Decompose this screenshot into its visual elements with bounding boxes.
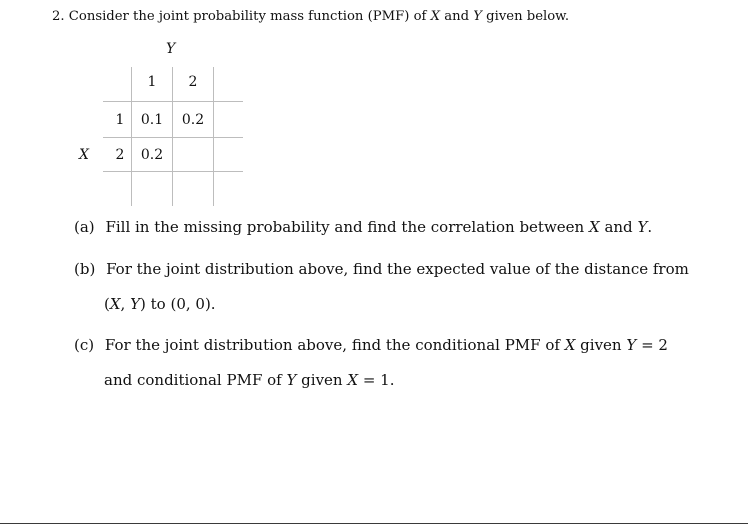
part-a-var-x: X bbox=[588, 218, 600, 236]
part-b-point: (X, Y) bbox=[104, 295, 146, 313]
col-header-1: 1 bbox=[147, 74, 157, 90]
part-c-given2: given bbox=[301, 371, 343, 389]
cell-1-1: 0.1 bbox=[140, 112, 164, 128]
part-a-and: and bbox=[604, 218, 633, 236]
row-header-2: 2 bbox=[115, 147, 125, 163]
part-b-var-x: X bbox=[109, 295, 121, 313]
part-b-to: to bbox=[150, 295, 166, 313]
var-x: X bbox=[430, 9, 441, 24]
problem-intro-end: given below. bbox=[486, 9, 570, 24]
table-rule-v3 bbox=[213, 67, 214, 206]
row-header-1: 1 bbox=[115, 112, 125, 128]
part-c-eq2: = 1. bbox=[362, 371, 395, 389]
part-a-end: . bbox=[647, 218, 653, 236]
part-a-label: (a) bbox=[74, 218, 95, 236]
table-col-variable: Y bbox=[166, 41, 176, 57]
part-a bbox=[74, 218, 652, 236]
part-c-line2 bbox=[104, 371, 395, 389]
part-b-line1: For the joint distribution above, find the expected value of the distance from bbox=[106, 260, 689, 278]
cell-2-1: 0.2 bbox=[140, 147, 164, 163]
part-b-var-y: Y bbox=[130, 295, 140, 313]
table-rule-h2 bbox=[103, 137, 243, 138]
part-b-label: (b) bbox=[74, 260, 96, 278]
problem-number: 2. bbox=[52, 9, 65, 24]
part-c-var-y2: Y bbox=[286, 371, 297, 389]
part-a-var-y: Y bbox=[637, 218, 648, 236]
table-row-variable: X bbox=[79, 147, 89, 163]
and-word: and bbox=[444, 9, 470, 24]
col-header-2: 2 bbox=[188, 74, 198, 90]
page-bottom-rule bbox=[0, 523, 748, 524]
part-c-given: given bbox=[580, 336, 622, 354]
cell-1-2: 0.2 bbox=[181, 112, 205, 128]
part-c-line2-text: and conditional PMF of bbox=[104, 371, 282, 389]
part-c bbox=[74, 336, 668, 354]
table-rule-h1 bbox=[103, 101, 243, 102]
problem-intro-text: Consider the joint probability mass function (PMF) of bbox=[68, 9, 427, 24]
pmf-table bbox=[0, 0, 748, 240]
part-b-line2 bbox=[104, 295, 216, 313]
var-y: Y bbox=[473, 9, 482, 24]
table-rule-h3 bbox=[103, 171, 243, 172]
part-c-var-x2: X bbox=[347, 371, 359, 389]
part-c-line1: For the joint distribution above, find the conditional PMF of bbox=[104, 336, 560, 354]
part-c-label: (c) bbox=[74, 336, 95, 354]
part-b-origin: (0, 0). bbox=[170, 295, 216, 313]
part-c-var-x: X bbox=[564, 336, 576, 354]
part-b bbox=[74, 260, 689, 278]
part-c-eq1: = 2 bbox=[641, 336, 668, 354]
part-a-text: Fill in the missing probability and find the correlation between bbox=[105, 218, 585, 236]
part-c-var-y: Y bbox=[626, 336, 637, 354]
